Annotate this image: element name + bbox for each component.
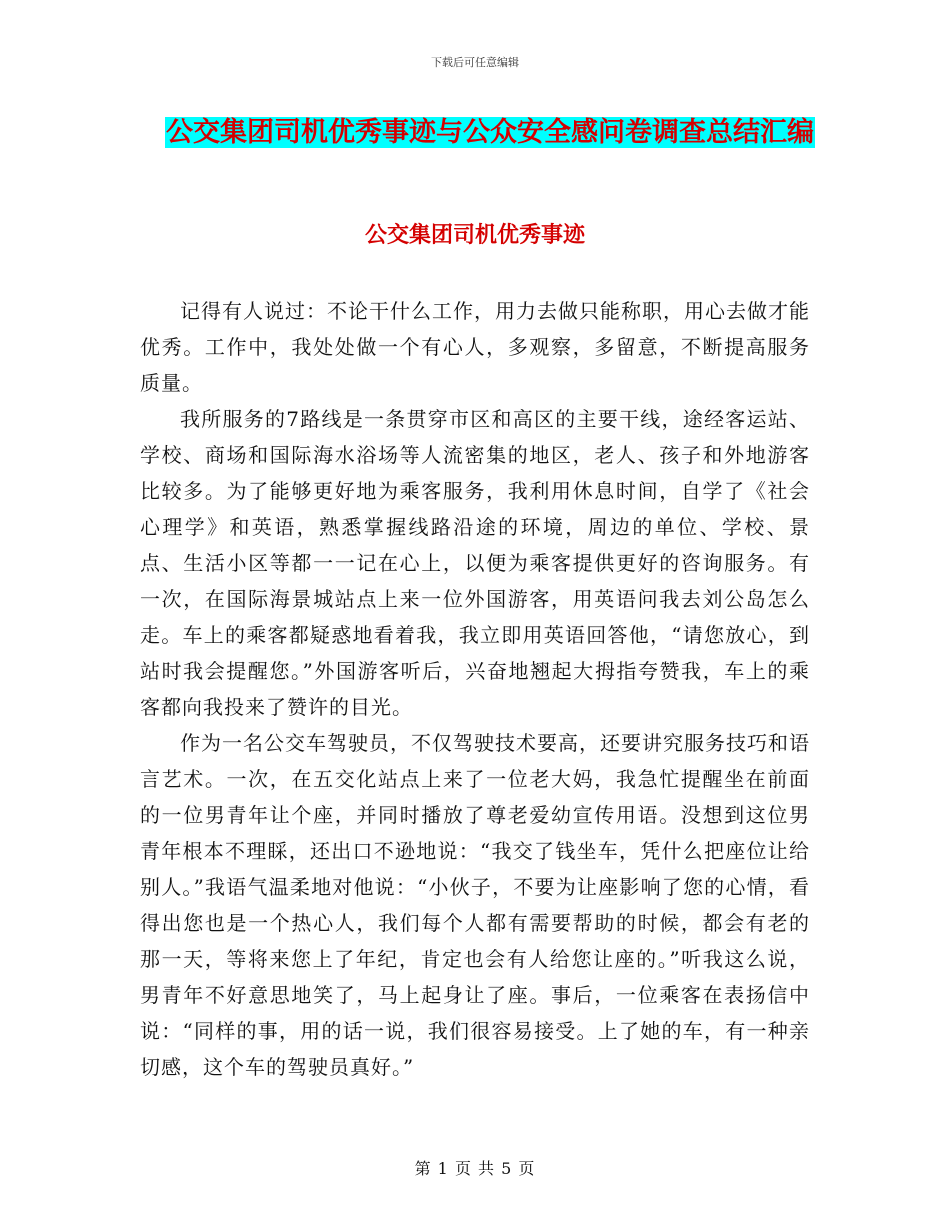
paragraph: 记得有人说过：不论干什么工作，用力去做只能称职，用心去做才能优秀。工作中，我处处做一个有心人，多观察，多留意，不断提高服务质量。 bbox=[140, 299, 810, 395]
page-footer: 第 1 页 共 5 页 bbox=[414, 1159, 536, 1178]
paragraph: 作为一名公交车驾驶员，不仅驾驶技术要高，还要讲究服务技巧和语言艺术。一次，在五交化站点上来了一位老大妈，我急忙提醒坐在前面的一位男青年让个座，并同时播放了尊老爱幼宣传用语。没想到这位男青年根本不理睬，还出口不逊地说：“我交了钱坐车，凭什么把座位让给别人。”我语气温柔地对他说：“小伙子，不要为让座影响了您的心情，看得出您也是一个热心人，我们每个人都有需要帮助的时候，都会有老的那一天，等将来您上了年纪，肯定也会有人给您让座的。”听我这么说，男青年不好意思地笑了，马上起身让了座。事后，一位乘客在表扬信中说：“同样的事，用的话一说，我们很容易接受。上了她的车，有一种亲切感，这个车的驾驶员真好。” bbox=[140, 731, 810, 1079]
paragraph: 我所服务的7路线是一条贯穿市区和高区的主要干线，途经客运站、学校、商场和国际海水浴场等人流密集的地区，老人、孩子和外地游客比较多。为了能够更好地为乘客服务，我利用休息时间，自学了《社会心理学》和英语，熟悉掌握线路沿途的环境，周边的单位、学校、景点、生活小区等都一一记在心上，以便为乘客提供更好的咨询服务。有一次，在国际海景城站点上来一位外国游客，用英语问我去刘公岛怎么走。车上的乘客都疑惑地看着我，我立即用英语回答他，“请您放心，到站时我会提醒您。”外国游客听后，兴奋地翘起大拇指夸赞我，车上的乘客都向我投来了赞许的目光。 bbox=[140, 407, 810, 719]
header-note: 下载后可任意编辑 bbox=[431, 56, 519, 69]
section-title: 公交集团司机优秀事迹 bbox=[364, 223, 585, 248]
document-title bbox=[150, 110, 830, 156]
document-title-text: 公交集团司机优秀事迹与公众安全感问卷调查总结汇编 bbox=[166, 117, 814, 148]
body-text bbox=[140, 293, 810, 1085]
